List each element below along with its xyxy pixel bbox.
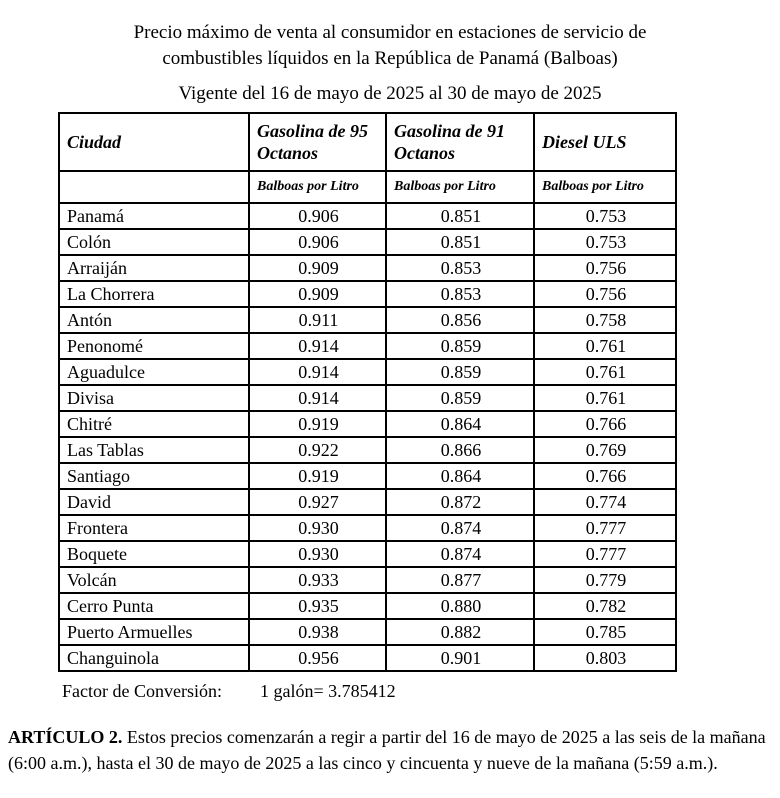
column-header-gasolina-91: Gasolina de 91 Octanos [386,113,534,171]
price-cell: 0.761 [534,359,676,385]
price-table-body [59,203,676,671]
city-cell: Las Tablas [59,437,249,463]
price-cell: 0.761 [534,385,676,411]
price-cell: 0.758 [534,307,676,333]
price-cell: 0.782 [534,593,676,619]
city-cell: Puerto Armuelles [59,619,249,645]
city-cell: Antón [59,307,249,333]
table-row [59,281,676,307]
price-cell: 0.864 [386,411,534,437]
price-cell: 0.877 [386,567,534,593]
conversion-factor-line [62,678,780,704]
city-cell: Colón [59,229,249,255]
city-cell: David [59,489,249,515]
unit-row [59,171,676,203]
price-cell: 0.880 [386,593,534,619]
price-cell: 0.777 [534,541,676,567]
price-cell: 0.866 [386,437,534,463]
title-line-2: combustibles líquidos en la República de Panamá (Balboas) [162,48,618,69]
price-cell: 0.785 [534,619,676,645]
column-header-gasolina-95: Gasolina de 95 Octanos [249,113,386,171]
price-cell: 0.756 [534,281,676,307]
price-cell: 0.914 [249,333,386,359]
table-row [59,203,676,229]
price-cell: 0.935 [249,593,386,619]
city-cell: Arraiján [59,255,249,281]
table-row [59,619,676,645]
title-line-1: Precio máximo de venta al consumidor en estaciones de servicio de [133,22,647,43]
unit-cell-gasolina-95: Balboas por Litro [249,171,386,203]
unit-cell-diesel-uls: Balboas por Litro [534,171,676,203]
table-row [59,593,676,619]
price-cell: 0.803 [534,645,676,671]
table-row [59,463,676,489]
price-cell: 0.930 [249,541,386,567]
price-cell: 0.922 [249,437,386,463]
price-cell: 0.766 [534,463,676,489]
price-cell: 0.859 [386,333,534,359]
price-cell: 0.874 [386,515,534,541]
price-cell: 0.956 [249,645,386,671]
price-cell: 0.756 [534,255,676,281]
price-cell: 0.761 [534,333,676,359]
price-cell: 0.859 [386,385,534,411]
price-cell: 0.914 [249,385,386,411]
table-row [59,645,676,671]
city-cell: Cerro Punta [59,593,249,619]
price-cell: 0.919 [249,463,386,489]
table-row [59,385,676,411]
table-row [59,307,676,333]
column-header-ciudad: Ciudad [59,113,249,171]
price-cell: 0.753 [534,229,676,255]
table-row [59,411,676,437]
price-cell: 0.906 [249,203,386,229]
price-cell: 0.911 [249,307,386,333]
price-cell: 0.901 [386,645,534,671]
price-cell: 0.927 [249,489,386,515]
price-cell: 0.766 [534,411,676,437]
price-cell: 0.853 [386,281,534,307]
conversion-factor-label: Factor de Conversión: [62,681,222,701]
price-cell: 0.906 [249,229,386,255]
city-cell: Panamá [59,203,249,229]
table-row [59,567,676,593]
city-cell: Chitré [59,411,249,437]
price-cell: 0.874 [386,541,534,567]
price-cell: 0.851 [386,203,534,229]
articulo-2-paragraph [8,724,772,776]
table-row [59,489,676,515]
price-cell: 0.909 [249,281,386,307]
price-cell: 0.914 [249,359,386,385]
price-cell: 0.938 [249,619,386,645]
fuel-price-table [58,112,677,672]
articulo-2-label: ARTÍCULO 2. [8,727,123,747]
table-row [59,437,676,463]
validity-subtitle: Vigente del 16 de mayo de 2025 al 30 de mayo de 2025 [178,83,602,104]
price-cell: 0.872 [386,489,534,515]
table-row [59,255,676,281]
table-row [59,541,676,567]
document-title [40,20,740,72]
conversion-factor-value: 1 galón= 3.785412 [259,681,396,701]
table-row [59,229,676,255]
table-row [59,359,676,385]
table-row [59,333,676,359]
price-cell: 0.777 [534,515,676,541]
price-cell: 0.779 [534,567,676,593]
price-cell: 0.882 [386,619,534,645]
unit-cell-empty [59,171,249,203]
city-cell: Changuinola [59,645,249,671]
price-cell: 0.851 [386,229,534,255]
city-cell: La Chorrera [59,281,249,307]
price-cell: 0.853 [386,255,534,281]
table-header [59,113,676,203]
column-header-diesel-uls: Diesel ULS [534,113,676,171]
header-row [59,113,676,171]
price-cell: 0.930 [249,515,386,541]
price-cell: 0.919 [249,411,386,437]
city-cell: Aguadulce [59,359,249,385]
city-cell: Santiago [59,463,249,489]
price-cell: 0.774 [534,489,676,515]
city-cell: Frontera [59,515,249,541]
unit-cell-gasolina-91: Balboas por Litro [386,171,534,203]
price-cell: 0.864 [386,463,534,489]
city-cell: Penonomé [59,333,249,359]
price-cell: 0.909 [249,255,386,281]
city-cell: Boquete [59,541,249,567]
price-cell: 0.856 [386,307,534,333]
articulo-2-text: Estos precios comenzarán a regir a partir del 16 de mayo de 2025 a las seis de la mañana (6:00 a.m.), hasta el 30 de mayo de 2025 a las cinco y cincuenta y nueve de la mañana (5:59 a.m.). [8,727,766,773]
price-cell: 0.769 [534,437,676,463]
price-cell: 0.933 [249,567,386,593]
city-cell: Divisa [59,385,249,411]
city-cell: Volcán [59,567,249,593]
price-cell: 0.753 [534,203,676,229]
price-cell: 0.859 [386,359,534,385]
table-row [59,515,676,541]
